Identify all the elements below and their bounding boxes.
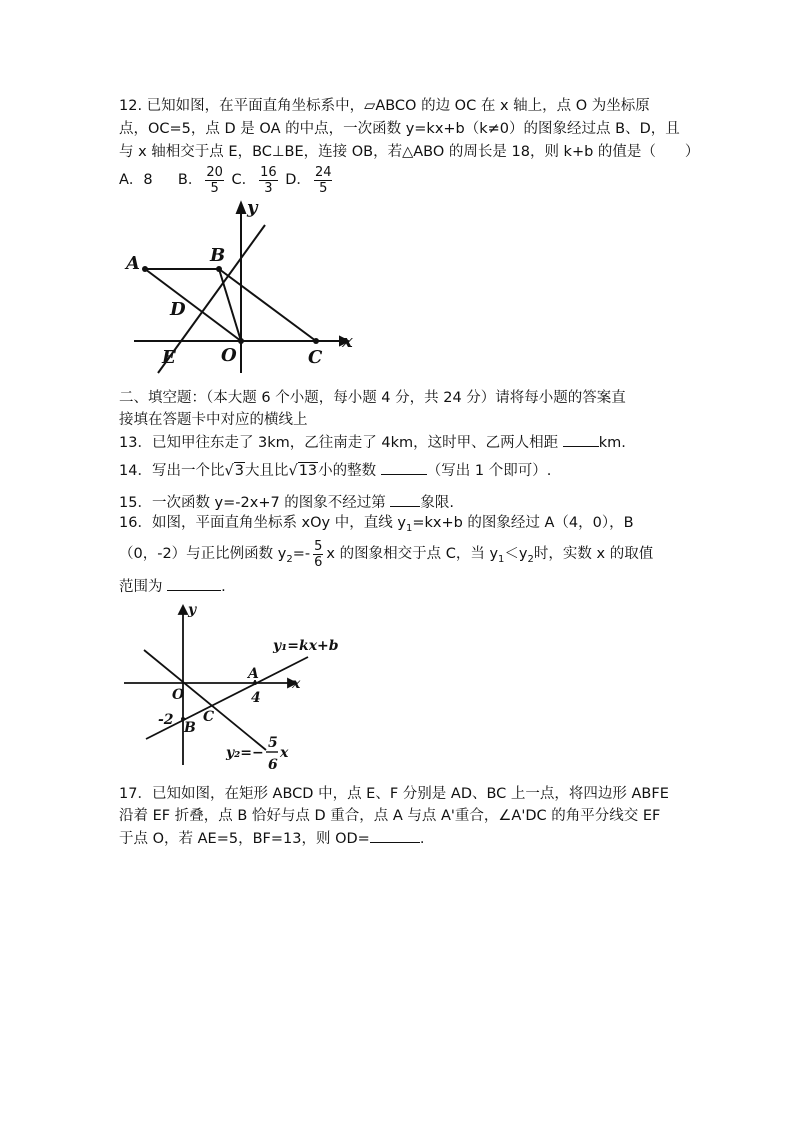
option-c: C．: [231, 172, 257, 188]
q16-text: =-: [292, 546, 311, 562]
answer-blank: [381, 460, 427, 475]
label-o: O: [172, 687, 185, 703]
label-y2-num: 5: [268, 735, 278, 751]
label-o: O: [221, 345, 237, 366]
q17-text: 于点 O，若 AE=5，BF=13，则 OD=: [119, 831, 370, 847]
fraction-denominator: 3: [264, 180, 273, 196]
answer-blank: [167, 576, 221, 591]
label-y1: y₁=kx+b: [273, 638, 339, 654]
label-y2-den: 6: [268, 757, 278, 773]
label-4: 4: [251, 690, 261, 706]
label-c: C: [308, 347, 323, 368]
q17-line1: 17．已知如图，在矩形 ABCD 中，点 E、F 分别是 AD、BC 上一点，将四边形 ABFE: [119, 786, 669, 802]
point-o: [238, 338, 244, 344]
label-a: A: [126, 253, 140, 274]
label-y: y: [247, 197, 258, 218]
q16-text: =kx+b 的图象经过 A（4，0），B: [412, 515, 634, 531]
point-b: [216, 266, 222, 272]
q17-line3: [119, 828, 424, 849]
fraction-numerator: 24: [314, 164, 332, 180]
axis-label-y: y: [188, 602, 197, 618]
q16-text: ＜y: [504, 546, 528, 562]
q12-line2: 点，OC=5，点 D 是 OA 的中点，一次函数 y=kx+b（k≠0）的图象经过点 B、D，且: [119, 121, 680, 137]
q16-line1: [119, 513, 634, 539]
option-b-fraction: [205, 165, 224, 196]
q14: [119, 460, 551, 481]
label-c: C: [203, 709, 215, 725]
q16-text: x 的图象相交于点 C，当 y: [326, 546, 499, 562]
fraction-denominator: 5: [319, 180, 328, 196]
answer-blank: [370, 828, 420, 843]
q13: [119, 432, 626, 453]
option-d-fraction: [314, 165, 333, 196]
sqrt-3: √3: [224, 463, 244, 479]
fraction-denominator: 5: [210, 180, 219, 196]
subscript: 1: [498, 553, 505, 565]
y-axis-arrow: [237, 203, 245, 213]
q14-text: 小的整数: [318, 463, 381, 479]
q13-text: 13．已知甲往东走了 3km，乙往南走了 4km，这时甲、乙两人相距: [119, 435, 563, 451]
segment-bc: [219, 269, 316, 341]
radicand: 13: [298, 463, 318, 479]
label-e: E: [162, 347, 176, 368]
q15-text: 象限.: [420, 495, 455, 511]
y-axis-arrow: [179, 606, 187, 614]
subscript: 1: [405, 522, 413, 534]
q14-text: （写出 1 个即可）.: [426, 463, 552, 479]
option-c-fraction: [259, 165, 278, 196]
q16-figure: [118, 600, 348, 775]
point-a: [142, 266, 148, 272]
q12-line1: 12. 已知如图，在平面直角坐标系中，▱ABCO 的边 OC 在 x 轴上，点 O 为坐标原: [119, 98, 650, 114]
fraction-denominator: 6: [314, 554, 323, 570]
q16-fraction: [313, 539, 323, 570]
q16-line2: [119, 537, 653, 577]
radicand: 3: [234, 463, 244, 479]
line-y2: [144, 650, 266, 750]
option-a: A．8: [119, 172, 153, 188]
segment-bo: [219, 269, 241, 341]
sqrt-13: √13: [288, 463, 318, 479]
q15-text: 15．一次函数 y=-2x+7 的图象不经过第: [119, 495, 391, 511]
label-x: x: [342, 331, 353, 352]
q12-options: [119, 160, 335, 200]
point-c: [313, 338, 319, 344]
q17-line2: 沿着 EF 折叠，点 B 恰好与点 D 重合，点 A 与点 A'重合，∠A'DC 的角平分线交 EF: [119, 808, 661, 824]
fraction-numerator: 16: [260, 164, 277, 180]
answer-blank: [563, 432, 599, 447]
label-neg2: -2: [158, 712, 174, 728]
option-b: B．: [177, 172, 203, 188]
q17-text: .: [419, 831, 425, 847]
axis-label-x: x: [292, 676, 301, 692]
subscript: 2: [527, 553, 534, 565]
label-y2: y₂=−: [226, 745, 264, 761]
q13-unit: km.: [598, 435, 626, 451]
q15: [119, 492, 454, 513]
q16-text: .: [221, 579, 226, 595]
fraction-numerator: 20: [206, 164, 223, 180]
label-y2-x: x: [280, 745, 289, 761]
label-b: B: [184, 720, 196, 736]
q14-text: 14．写出一个比: [119, 463, 225, 479]
answer-blank: [390, 492, 420, 507]
label-d: D: [170, 299, 186, 320]
section2-line2: 接填在答题卡中对应的横线上: [119, 412, 308, 428]
q16-text: 范围为: [119, 579, 168, 595]
q12-figure: [120, 195, 370, 380]
label-a: A: [248, 666, 259, 682]
option-d: D．: [285, 172, 311, 188]
q16-text: 时，实数 x 的取值: [533, 546, 654, 562]
q16-text: 16．如图，平面直角坐标系 xOy 中，直线 y: [119, 515, 406, 531]
section2-line1: 二、填空题：（本大题 6 个小题，每小题 4 分，共 24 分）请将每小题的答案直: [119, 390, 626, 406]
subscript: 2: [286, 553, 293, 565]
q16-text: （0，-2）与正比例函数 y: [119, 546, 287, 562]
q14-text: 大且比: [244, 463, 289, 479]
fraction-numerator: 5: [314, 538, 323, 554]
label-b: B: [210, 245, 226, 266]
q16-line3: [119, 576, 226, 597]
q12-line3: 与 x 轴相交于点 E，BC⊥BE，连接 OB，若△ABO 的周长是 18，则 k+b 的值是（ ）: [119, 144, 700, 160]
